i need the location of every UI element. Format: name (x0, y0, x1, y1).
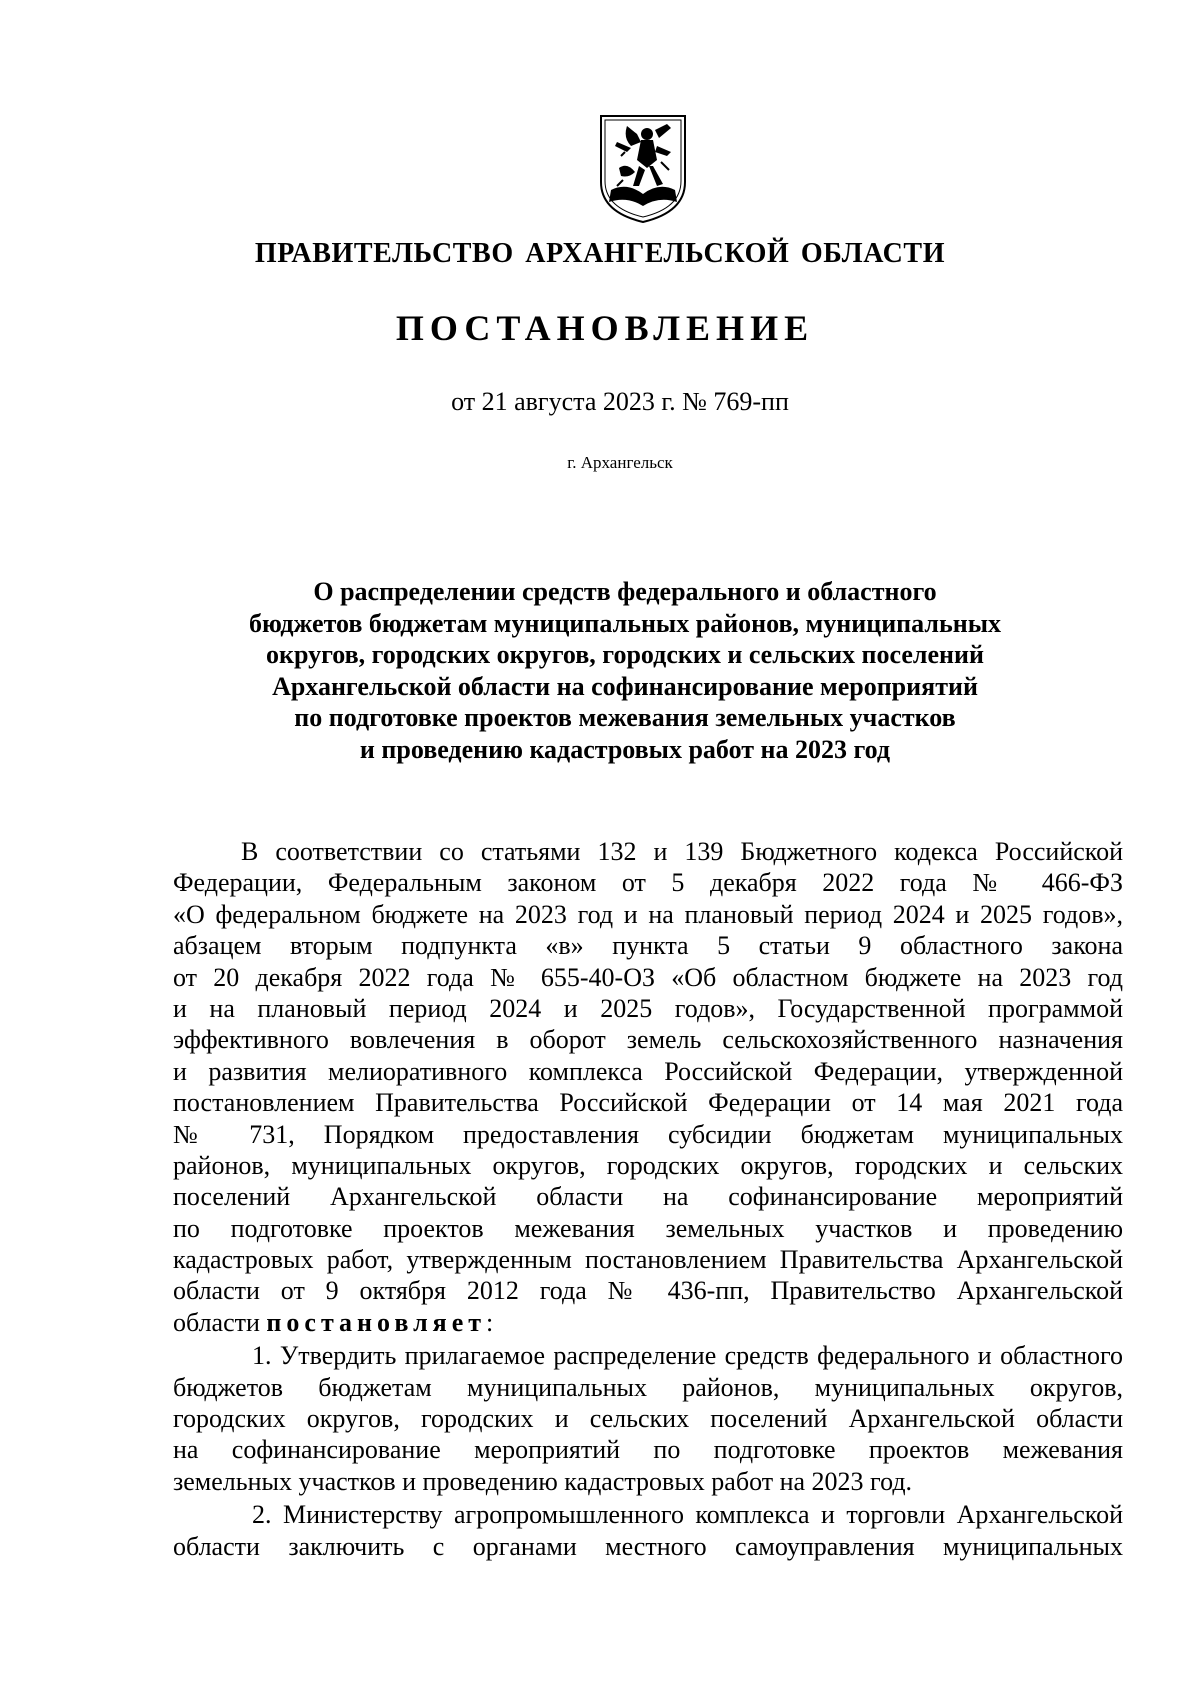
document-body (173, 836, 1123, 1562)
body-line: эффективного вовлечения в оборот земель сельскохозяйственного назначения (173, 1025, 1123, 1055)
body-line: поселений Архангельской области на софинансирование мероприятий (173, 1182, 1123, 1212)
body-line: на софинансирование мероприятий по подготовке проектов межевания (173, 1435, 1123, 1465)
body-line: бюджетов бюджетам муниципальных районов, муниципальных округов, (173, 1372, 1123, 1402)
document-title (150, 576, 1100, 766)
document-city: г. Архангельск (567, 453, 673, 472)
body-line: 1. Утвердить прилагаемое распределение средств федерального и областного (252, 1341, 1123, 1371)
body-line: «О федеральном бюджете на 2023 год и на плановый период 2024 и 2025 годов», (173, 899, 1123, 929)
body-line: от 20 декабря 2022 года № 655-40-ОЗ «Об областном бюджете на 2023 год (173, 962, 1123, 992)
body-line: районов, муниципальных округов, городских округов, городских и сельских (173, 1150, 1123, 1180)
body-line: и на плановый период 2024 и 2025 годов», Государственной программой (173, 993, 1123, 1023)
body-line: кадастровых работ, утвержденным постановлением Правительства Архангельской (173, 1245, 1123, 1275)
arkhangelsk-coat-of-arms-icon (597, 112, 689, 224)
title-line: Архангельской области на софинансирование мероприятий (272, 671, 978, 701)
body-line: № 731, Порядком предоставления субсидии бюджетам муниципальных (173, 1119, 1123, 1149)
body-line: области от 9 октября 2012 года № 436-пп, Правительство Архангельской (173, 1276, 1123, 1306)
preamble-paragraph (173, 836, 1123, 1338)
item-2-paragraph (173, 1499, 1123, 1562)
body-line: и развития мелиоративного комплекса Российской Федерации, утвержденной (173, 1056, 1123, 1086)
body-line: Федерации, Федеральным законом от 5 декабря 2022 года № 466-ФЗ (173, 868, 1123, 898)
decree-word: постановляет (266, 1307, 487, 1337)
body-line: области заключить с органами местного самоуправления муниципальных (173, 1531, 1123, 1561)
item-1-paragraph (173, 1340, 1123, 1497)
organization-name: ПРАВИТЕЛЬСТВО АРХАНГЕЛЬСКОЙ ОБЛАСТИ (254, 238, 946, 269)
body-line-final (173, 1307, 1123, 1338)
title-line: бюджетов бюджетам муниципальных районов, муниципальных (248, 608, 1002, 638)
title-line: О распределении средств федерального и областного (313, 577, 937, 606)
preamble-final-prefix: области (173, 1307, 267, 1337)
title-line: округов, городских округов, городских и сельских поселений (265, 640, 984, 670)
preamble-final-suffix: : (486, 1307, 494, 1337)
title-line: и проведению кадастровых работ на 2023 год (359, 734, 891, 764)
body-line: абзацем вторым подпункта «в» пункта 5 статьи 9 областного закона (173, 931, 1123, 961)
body-line: по подготовке проектов межевания земельных участков и проведению (173, 1213, 1123, 1243)
body-line: земельных участков и проведению кадастровых работ на 2023 год. (173, 1466, 913, 1496)
body-line: городских округов, городских и сельских поселений Архангельской области (173, 1404, 1123, 1434)
document-date-number: от 21 августа 2023 г. № 769-пп (451, 387, 789, 416)
body-line: 2. Министерству агропромышленного комплекса и торговли Архангельской (252, 1500, 1123, 1530)
body-line: постановлением Правительства Российской Федерации от 14 мая 2021 года (173, 1088, 1123, 1118)
title-line: по подготовке проектов межевания земельных участков (294, 703, 956, 733)
document-type: ПОСТАНОВЛЕНИЕ (395, 308, 815, 348)
body-line: В соответствии со статьями 132 и 139 Бюджетного кодекса Российской (241, 837, 1123, 866)
